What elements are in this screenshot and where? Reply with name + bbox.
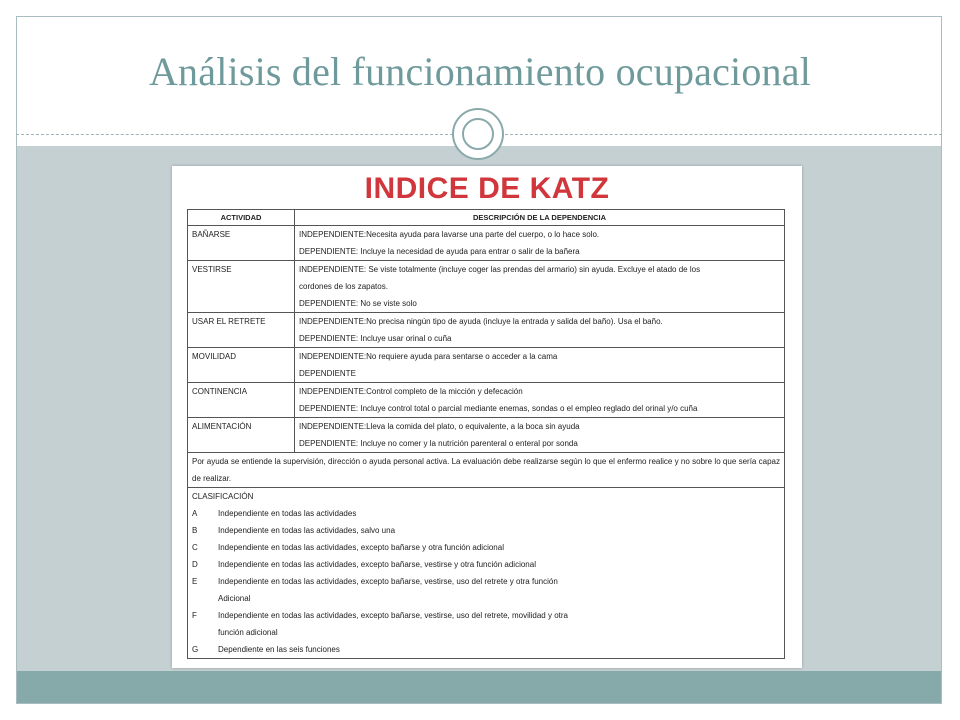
classification-item <box>192 556 780 573</box>
table-row <box>188 418 785 453</box>
classification-letter: C <box>192 543 198 552</box>
description-line: DEPENDIENTE: Incluye usar orinal o cuña <box>299 334 452 343</box>
classification-text <box>218 505 780 522</box>
activity-cell: VESTIRSE <box>188 261 295 313</box>
description-cell <box>295 313 785 348</box>
classification-item <box>192 573 780 607</box>
classification-letter: A <box>192 509 198 518</box>
description-line: cordones de los zapatos. <box>299 282 388 291</box>
description-cell <box>295 261 785 313</box>
bottom-band <box>17 671 941 703</box>
table-row <box>188 348 785 383</box>
description-cell <box>295 418 785 453</box>
description-cell <box>295 348 785 383</box>
classification-text <box>218 607 780 641</box>
classification-text <box>218 641 780 658</box>
header-description: DESCRIPCIÓN DE LA DEPENDENCIA <box>295 210 785 226</box>
classification-item <box>192 505 780 522</box>
katz-table <box>187 209 785 659</box>
classification-line: Independiente en todas las actividades, excepto bañarse, vestirse, uso del retrete, movilidad y otra <box>218 611 568 620</box>
classification-line: Independiente en todas las actividades, excepto bañarse y otra función adicional <box>218 543 504 552</box>
description-cell <box>295 226 785 261</box>
classification-line: Dependiente en las seis funciones <box>218 645 340 654</box>
table-row <box>188 383 785 418</box>
note-row <box>188 453 785 488</box>
classification-letter: D <box>192 560 198 569</box>
classification-cell <box>188 488 785 659</box>
classification-letter: F <box>192 611 197 620</box>
description-line: DEPENDIENTE: Incluye no comer y la nutrición parenteral o enteral por sonda <box>299 439 578 448</box>
document-title: INDICE DE KATZ <box>364 172 610 205</box>
activity-cell: CONTINENCIA <box>188 383 295 418</box>
description-line: DEPENDIENTE: Incluye la necesidad de ayuda para entrar o salir de la bañera <box>299 247 580 256</box>
description-line: INDEPENDIENTE: Se viste totalmente (incluye coger las prendas del armario) sin ayuda. Excluye el atado de los <box>299 265 701 274</box>
circle-ornament-icon <box>452 108 504 160</box>
header-activity: ACTIVIDAD <box>188 210 295 226</box>
table-header-row <box>188 210 785 226</box>
classification-letter: B <box>192 526 198 535</box>
classification-item <box>192 539 780 556</box>
note-cell: Por ayuda se entiende la supervisión, dirección o ayuda personal activa. La evaluación debe realizarse según lo que el enfermo realice y no sobre lo que sería capaz de realizar. <box>188 453 785 488</box>
classification-line: Independiente en todas las actividades <box>218 509 357 518</box>
description-line: DEPENDIENTE <box>299 369 356 378</box>
classification-row <box>188 488 785 659</box>
table-row <box>188 261 785 313</box>
slide-title: Análisis del funcionamiento ocupacional <box>148 49 812 94</box>
description-line: INDEPENDIENTE:Necesita ayuda para lavarse una parte del cuerpo, o lo hace solo. <box>299 230 600 239</box>
classification-line: Adicional <box>218 594 251 603</box>
classification-text <box>218 522 780 539</box>
classification-item <box>192 641 780 658</box>
classification-item <box>192 522 780 539</box>
katz-document-image <box>172 166 802 668</box>
table-row <box>188 226 785 261</box>
classification-line: Independiente en todas las actividades, salvo una <box>218 526 396 535</box>
description-line: INDEPENDIENTE:Control completo de la micción y defecación <box>299 387 523 396</box>
description-cell <box>295 383 785 418</box>
description-line: INDEPENDIENTE:No requiere ayuda para sentarse o acceder a la cama <box>299 352 558 361</box>
description-line: DEPENDIENTE: No se viste solo <box>299 299 417 308</box>
classification-text <box>218 539 780 556</box>
description-line: INDEPENDIENTE:Lleva la comida del plato, o equivalente, a la boca sin ayuda <box>299 422 580 431</box>
classification-line: función adicional <box>218 628 278 637</box>
classification-text <box>218 573 780 607</box>
classification-line: Independiente en todas las actividades, excepto bañarse, vestirse y otra función adicional <box>218 560 536 569</box>
table-row <box>188 313 785 348</box>
description-line: DEPENDIENTE: Incluye control total o parcial mediante enemas, sondas o el empleo reglado del orinal y/o cuña <box>299 404 698 413</box>
classification-text <box>218 556 780 573</box>
activity-cell: BAÑARSE <box>188 226 295 261</box>
classification-letter: E <box>192 577 198 586</box>
classification-line: Independiente en todas las actividades, excepto bañarse, vestirse, uso del retrete y otra función <box>218 577 558 586</box>
activity-cell: MOVILIDAD <box>188 348 295 383</box>
activity-cell: ALIMENTACIÓN <box>188 418 295 453</box>
classification-heading: CLASIFICACIÓN <box>192 492 254 501</box>
description-line: INDEPENDIENTE:No precisa ningún tipo de ayuda (incluye la entrada y salida del baño). Usa el baño. <box>299 317 663 326</box>
classification-letter: G <box>192 645 199 654</box>
classification-item <box>192 607 780 641</box>
activity-cell: USAR EL RETRETE <box>188 313 295 348</box>
